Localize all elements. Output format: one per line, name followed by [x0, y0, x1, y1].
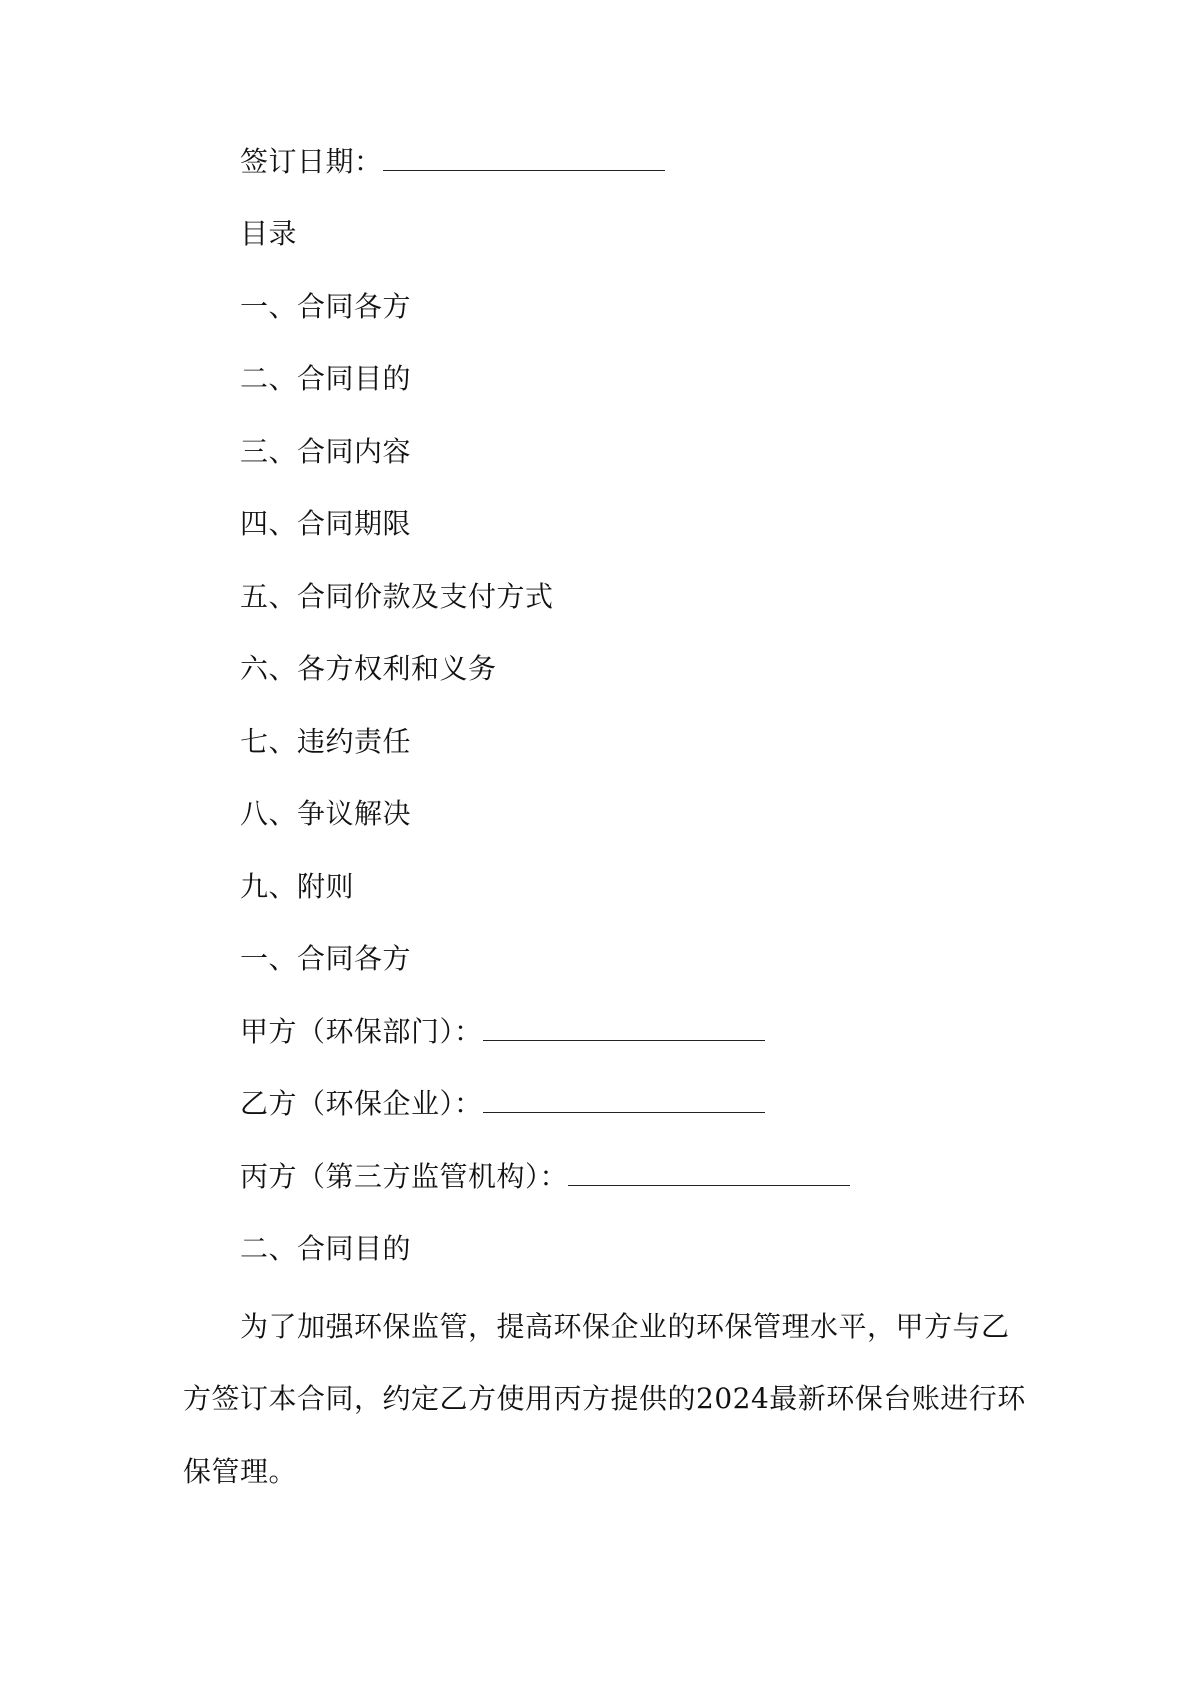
- toc-item: 一、合同各方: [240, 290, 412, 323]
- body-line: 方签订本合同，约定乙方使用丙方提供的2024最新环保台账进行环: [183, 1382, 1026, 1415]
- toc-item: 八、争议解决: [240, 797, 412, 830]
- toc-item: 九、附则: [240, 870, 355, 903]
- signing-date-label: 签订日期：: [240, 145, 383, 178]
- party-a-label: 甲方（环保部门）：: [240, 1015, 483, 1048]
- party-b-row: [240, 1087, 765, 1121]
- party-b-blank: [483, 1090, 765, 1113]
- party-c-blank: [568, 1163, 850, 1186]
- toc-item: 三、合同内容: [240, 435, 412, 468]
- body-line: 为了加强环保监管，提高环保企业的环保管理水平，甲方与乙: [240, 1310, 1010, 1343]
- party-a-blank: [483, 1018, 765, 1041]
- toc-item: 六、各方权利和义务: [240, 652, 497, 685]
- party-c-row: [240, 1160, 850, 1194]
- toc-item: 四、合同期限: [240, 507, 412, 540]
- toc-item: 五、合同价款及支付方式: [240, 580, 554, 613]
- toc-item: 七、违约责任: [240, 725, 412, 758]
- signing-date-row: [240, 145, 665, 179]
- toc-item: 二、合同目的: [240, 362, 412, 395]
- party-c-label: 丙方（第三方监管机构）：: [240, 1160, 569, 1193]
- party-b-label: 乙方（环保企业）：: [240, 1087, 483, 1120]
- section-2-heading: 二、合同目的: [240, 1232, 412, 1265]
- party-a-row: [240, 1015, 765, 1049]
- section-1-heading: 一、合同各方: [240, 942, 412, 975]
- toc-title: 目录: [240, 217, 298, 250]
- signing-date-blank: [383, 148, 665, 171]
- body-line: 保管理。: [183, 1455, 298, 1488]
